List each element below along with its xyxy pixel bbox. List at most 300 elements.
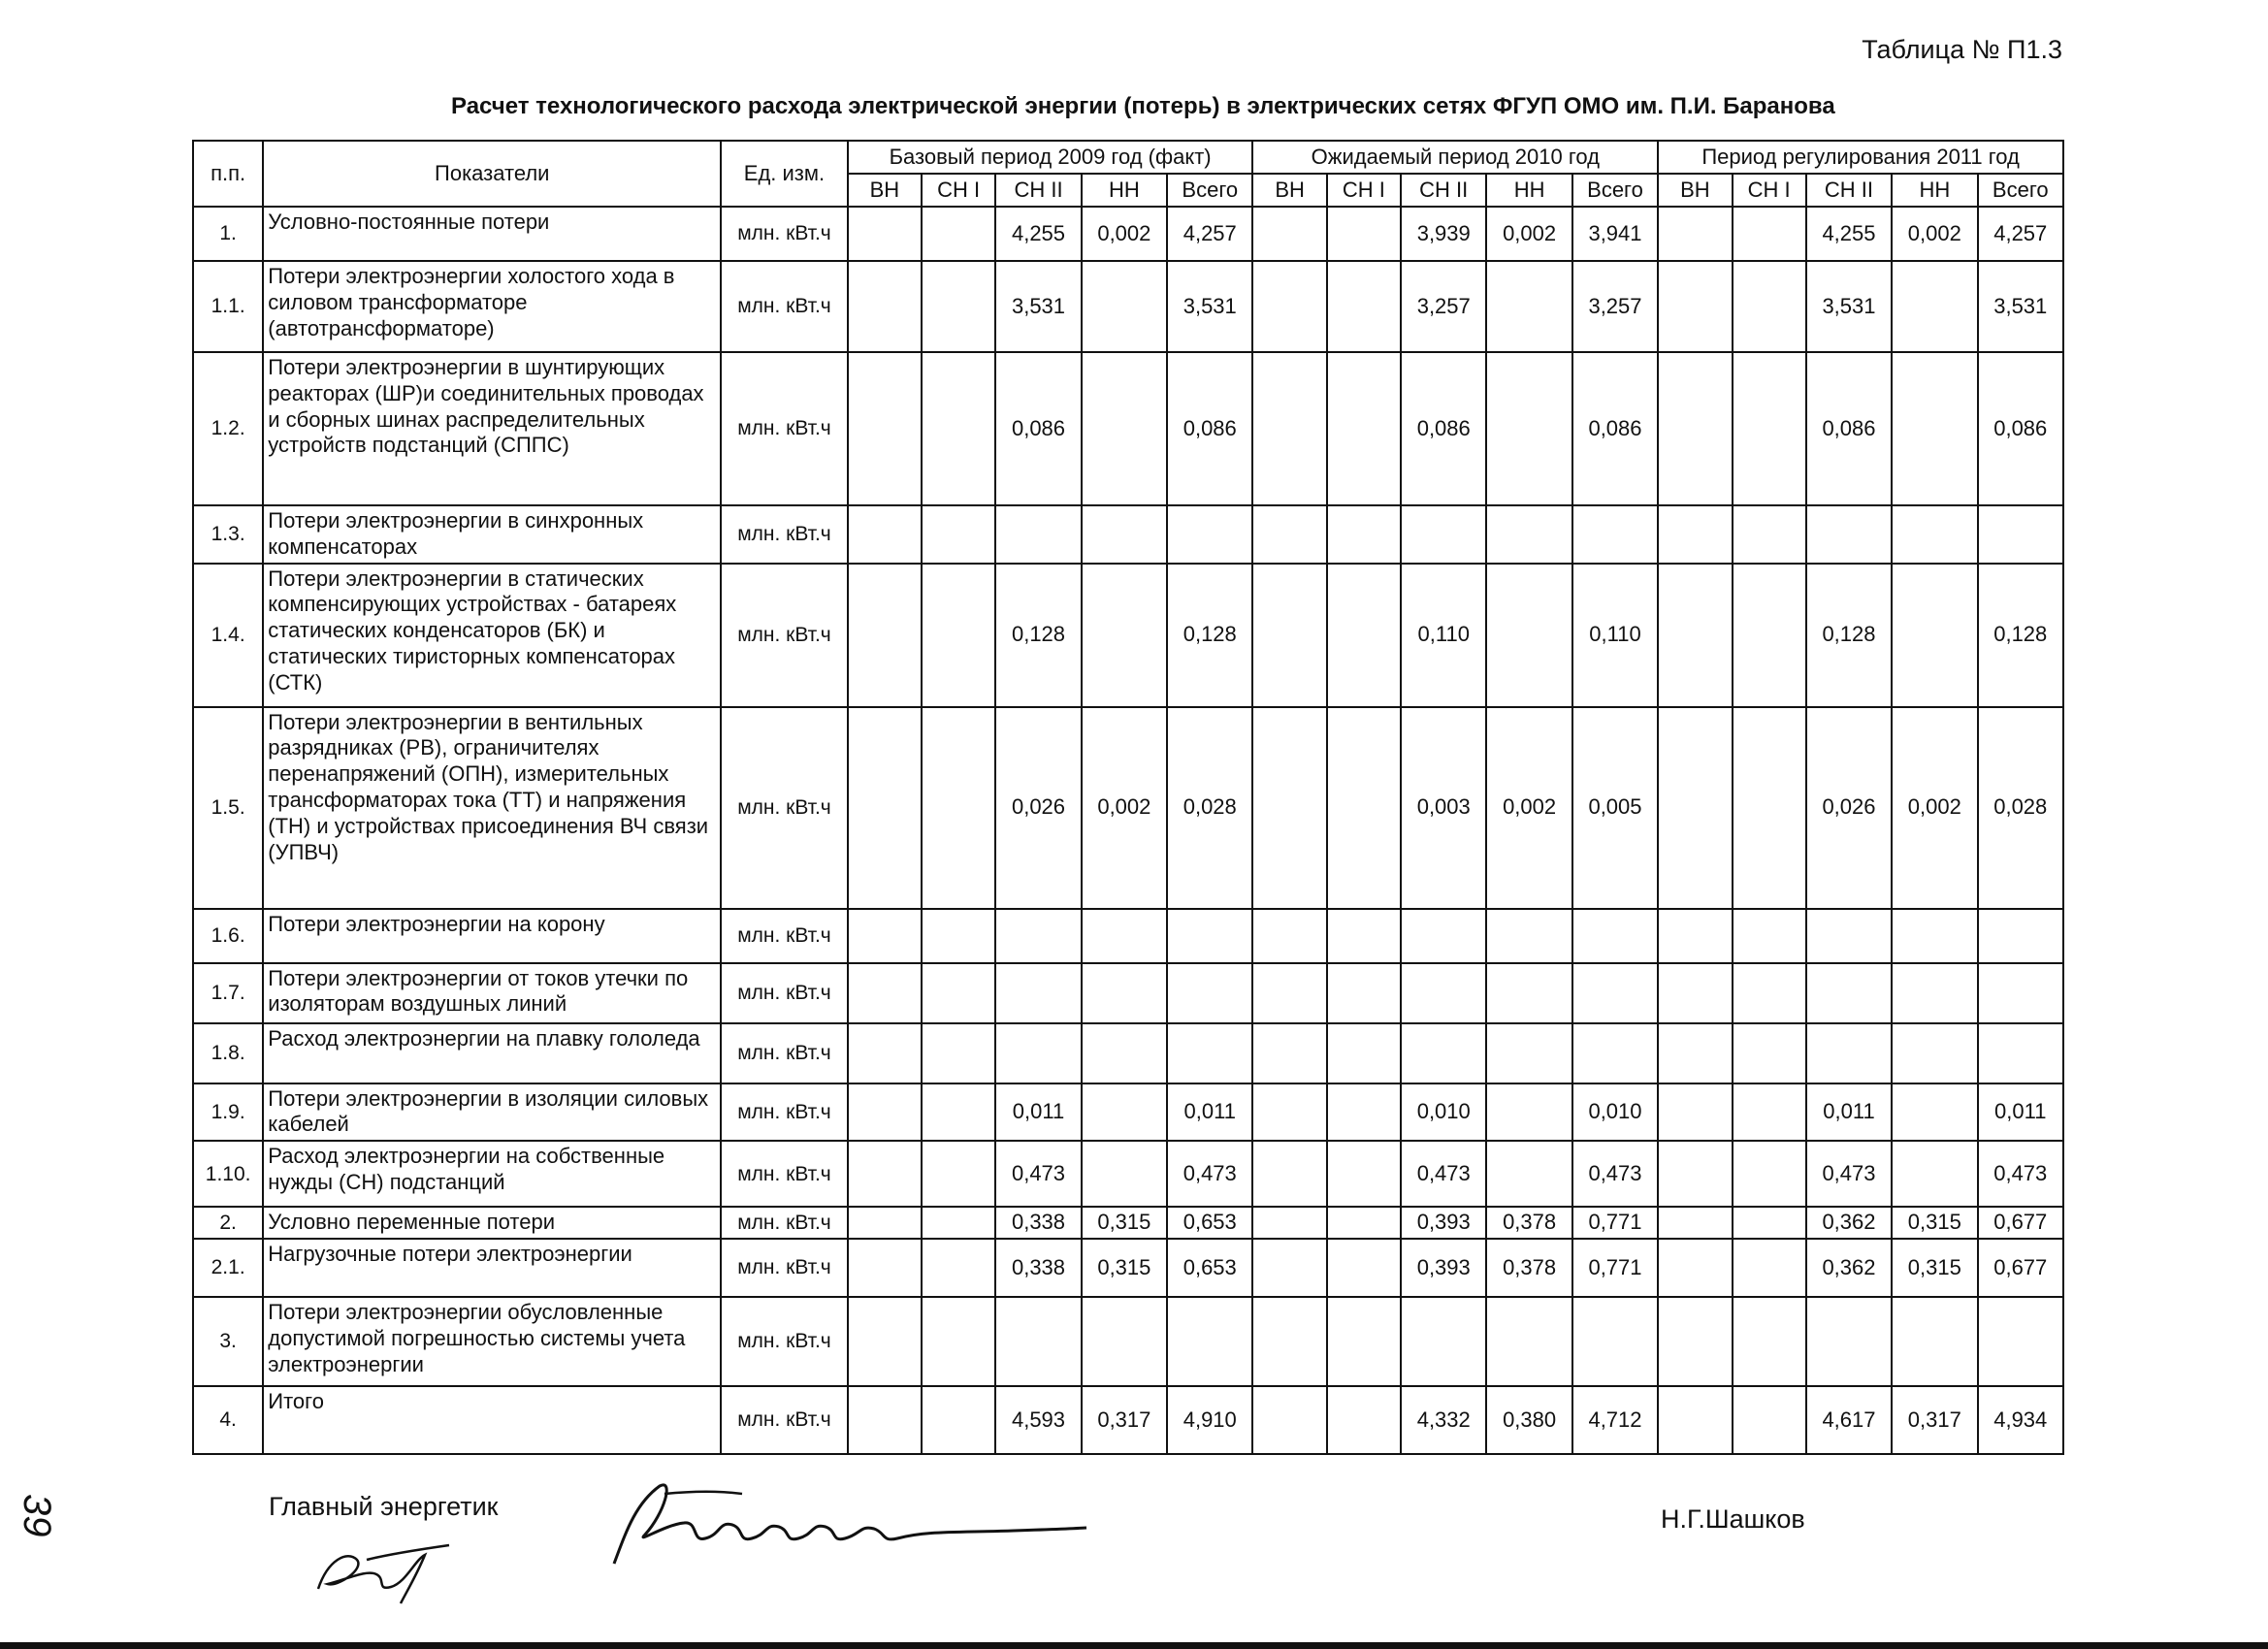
value-cell (922, 1239, 995, 1297)
table-row (193, 1297, 2063, 1386)
value-cell: 0,128 (1978, 564, 2063, 707)
subheader-cell: СН I (1733, 174, 1806, 207)
document-title: Расчет технологического расхода электрической энергии (потерь) в электрических сетях ФГУП ОМО им. П.И. Баранова (451, 93, 1835, 119)
value-cell (1658, 909, 1732, 963)
signature-main (606, 1474, 1091, 1571)
value-cell: 3,531 (1978, 261, 2063, 352)
value-cell (1252, 1083, 1326, 1142)
value-cell (1572, 963, 1658, 1023)
value-cell (848, 707, 922, 909)
value-cell (1733, 707, 1806, 909)
value-cell (848, 1023, 922, 1083)
row-unit: млн. кВт.ч (721, 1023, 848, 1083)
value-cell: 0,002 (1486, 707, 1571, 909)
value-cell: 3,257 (1572, 261, 1658, 352)
value-cell (1658, 352, 1732, 505)
row-indicator: Потери электроэнергии на корону (263, 909, 721, 963)
page-number: 39 (16, 1494, 58, 1537)
value-cell (1892, 505, 1977, 564)
value-cell: 0,026 (1806, 707, 1892, 909)
table-row (193, 261, 2063, 352)
value-cell (1733, 564, 1806, 707)
value-cell (1486, 352, 1571, 505)
value-cell (848, 505, 922, 564)
value-cell (922, 1083, 995, 1142)
value-cell (1167, 909, 1252, 963)
row-unit: млн. кВт.ч (721, 1141, 848, 1207)
value-cell (1082, 261, 1167, 352)
value-cell (1733, 909, 1806, 963)
value-cell: 0,128 (1806, 564, 1892, 707)
table-row (193, 1141, 2063, 1207)
value-cell (848, 1297, 922, 1386)
value-cell (1892, 564, 1977, 707)
value-cell (1252, 1239, 1326, 1297)
value-cell: 0,315 (1892, 1207, 1977, 1239)
value-cell: 0,011 (995, 1083, 1081, 1142)
value-cell (1486, 963, 1571, 1023)
row-unit: млн. кВт.ч (721, 261, 848, 352)
value-cell: 4,934 (1978, 1386, 2063, 1454)
table-row (193, 1386, 2063, 1454)
value-cell (1401, 909, 1486, 963)
row-number: 1.7. (193, 963, 263, 1023)
value-cell (1486, 1297, 1571, 1386)
value-cell (1327, 1207, 1401, 1239)
value-cell (995, 1023, 1081, 1083)
row-unit: млн. кВт.ч (721, 505, 848, 564)
value-cell (1327, 963, 1401, 1023)
header-name: Показатели (263, 141, 721, 207)
value-cell (1892, 1023, 1977, 1083)
value-cell (1733, 1023, 1806, 1083)
value-cell: 0,128 (995, 564, 1081, 707)
value-cell (1806, 1297, 1892, 1386)
value-cell (1733, 1239, 1806, 1297)
value-cell (1658, 207, 1732, 261)
value-cell (1327, 261, 1401, 352)
value-cell (1252, 1023, 1326, 1083)
value-cell: 4,257 (1167, 207, 1252, 261)
value-cell (1892, 909, 1977, 963)
value-cell (1658, 1386, 1732, 1454)
signature-small (308, 1531, 464, 1608)
value-cell: 3,531 (1167, 261, 1252, 352)
value-cell (1327, 1386, 1401, 1454)
header-period-2011: Период регулирования 2011 год (1658, 141, 2063, 174)
value-cell: 3,531 (1806, 261, 1892, 352)
value-cell (1401, 505, 1486, 564)
value-cell: 0,473 (1572, 1141, 1658, 1207)
value-cell (922, 1023, 995, 1083)
subheader-cell: НН (1486, 174, 1571, 207)
value-cell: 0,378 (1486, 1239, 1571, 1297)
value-cell (1658, 1023, 1732, 1083)
value-cell (1252, 1207, 1326, 1239)
value-cell (1327, 352, 1401, 505)
value-cell (1486, 505, 1571, 564)
value-cell (1572, 505, 1658, 564)
value-cell (1327, 1297, 1401, 1386)
value-cell (1167, 963, 1252, 1023)
value-cell (1252, 505, 1326, 564)
row-number: 1.2. (193, 352, 263, 505)
value-cell: 0,338 (995, 1207, 1081, 1239)
value-cell (1486, 1023, 1571, 1083)
row-number: 4. (193, 1386, 263, 1454)
row-indicator: Итого (263, 1386, 721, 1454)
signatory-name: Н.Г.Шашков (1661, 1504, 1805, 1534)
row-number: 2. (193, 1207, 263, 1239)
row-unit: млн. кВт.ч (721, 207, 848, 261)
value-cell: 0,005 (1572, 707, 1658, 909)
value-cell (848, 909, 922, 963)
value-cell: 0,086 (1167, 352, 1252, 505)
row-number: 1.6. (193, 909, 263, 963)
value-cell (1978, 1023, 2063, 1083)
value-cell: 0,653 (1167, 1207, 1252, 1239)
value-cell (1733, 1141, 1806, 1207)
row-indicator: Потери электроэнергии от токов утечки по изоляторам воздушных линий (263, 963, 721, 1023)
value-cell (1252, 963, 1326, 1023)
value-cell: 3,939 (1401, 207, 1486, 261)
value-cell: 4,910 (1167, 1386, 1252, 1454)
value-cell (995, 1297, 1081, 1386)
row-indicator: Потери электроэнергии в изоляции силовых кабелей (263, 1083, 721, 1142)
value-cell (1733, 352, 1806, 505)
value-cell: 4,593 (995, 1386, 1081, 1454)
value-cell: 0,771 (1572, 1239, 1658, 1297)
value-cell (1658, 261, 1732, 352)
row-number: 1.4. (193, 564, 263, 707)
table-header (193, 141, 2063, 207)
subheader-cell: Всего (1167, 174, 1252, 207)
row-indicator: Потери электроэнергии в вентильных разрядниках (РВ), ограничителях перенапряжений (ОПН), измерительных трансформаторах тока (ТТ) и напряжения (ТН) и устройствах присоединения ВЧ связи (УПВЧ) (263, 707, 721, 909)
value-cell: 0,002 (1892, 707, 1977, 909)
value-cell (922, 1141, 995, 1207)
value-cell: 0,002 (1082, 207, 1167, 261)
value-cell: 0,315 (1892, 1239, 1977, 1297)
row-indicator: Потери электроэнергии холостого хода в силовом трансформаторе (автотрансформаторе) (263, 261, 721, 352)
value-cell (848, 1239, 922, 1297)
value-cell (922, 505, 995, 564)
value-cell (1892, 261, 1977, 352)
header-period-2009: Базовый период 2009 год (факт) (848, 141, 1253, 174)
value-cell (1252, 707, 1326, 909)
value-cell: 0,002 (1082, 707, 1167, 909)
value-cell: 0,086 (1572, 352, 1658, 505)
value-cell: 0,315 (1082, 1207, 1167, 1239)
signatory-position: Главный энергетик (269, 1492, 499, 1521)
table-row (193, 505, 2063, 564)
value-cell: 0,473 (995, 1141, 1081, 1207)
value-cell (1486, 909, 1571, 963)
value-cell: 4,255 (995, 207, 1081, 261)
losses-table (192, 140, 2064, 1455)
value-cell (1806, 963, 1892, 1023)
table-number: Таблица № П1.3 (1862, 35, 2062, 64)
value-cell (1658, 564, 1732, 707)
row-number: 1.5. (193, 707, 263, 909)
value-cell (1327, 505, 1401, 564)
value-cell (1327, 1239, 1401, 1297)
row-indicator: Условно-постоянные потери (263, 207, 721, 261)
value-cell (922, 909, 995, 963)
value-cell: 0,028 (1978, 707, 2063, 909)
value-cell (848, 261, 922, 352)
value-cell: 0,002 (1486, 207, 1571, 261)
table-row (193, 1083, 2063, 1142)
value-cell (1167, 505, 1252, 564)
header-unit: Ед. изм. (721, 141, 848, 207)
subheader-cell: ВН (848, 174, 922, 207)
value-cell (1401, 1023, 1486, 1083)
value-cell (1733, 505, 1806, 564)
value-cell (1252, 352, 1326, 505)
row-indicator: Расход электроэнергии на собственные нужды (СН) подстанций (263, 1141, 721, 1207)
row-unit: млн. кВт.ч (721, 564, 848, 707)
value-cell (1733, 1083, 1806, 1142)
value-cell: 0,002 (1892, 207, 1977, 261)
value-cell: 0,677 (1978, 1207, 2063, 1239)
value-cell: 0,653 (1167, 1239, 1252, 1297)
value-cell: 0,010 (1401, 1083, 1486, 1142)
value-cell (922, 707, 995, 909)
value-cell: 0,317 (1892, 1386, 1977, 1454)
value-cell: 0,086 (1978, 352, 2063, 505)
value-cell (1327, 1023, 1401, 1083)
value-cell (1252, 564, 1326, 707)
subheader-cell: Всего (1572, 174, 1658, 207)
value-cell (1252, 1297, 1326, 1386)
value-cell: 0,362 (1806, 1207, 1892, 1239)
header-no: п.п. (193, 141, 263, 207)
value-cell (1978, 909, 2063, 963)
value-cell (1658, 1239, 1732, 1297)
value-cell: 0,338 (995, 1239, 1081, 1297)
value-cell (1733, 261, 1806, 352)
subheader-cell: ВН (1658, 174, 1732, 207)
row-number: 3. (193, 1297, 263, 1386)
value-cell (1572, 909, 1658, 963)
value-cell: 0,011 (1978, 1083, 2063, 1142)
value-cell (922, 1207, 995, 1239)
row-number: 1.10. (193, 1141, 263, 1207)
value-cell (848, 352, 922, 505)
value-cell: 4,332 (1401, 1386, 1486, 1454)
row-unit: млн. кВт.ч (721, 963, 848, 1023)
value-cell (1806, 1023, 1892, 1083)
table-row (193, 909, 2063, 963)
value-cell: 0,771 (1572, 1207, 1658, 1239)
value-cell (1658, 1141, 1732, 1207)
value-cell: 0,315 (1082, 1239, 1167, 1297)
row-unit: млн. кВт.ч (721, 909, 848, 963)
value-cell (1658, 505, 1732, 564)
value-cell: 4,712 (1572, 1386, 1658, 1454)
value-cell (1327, 1141, 1401, 1207)
table-row (193, 1239, 2063, 1297)
value-cell (1167, 1297, 1252, 1386)
page-frame-bottom (0, 1642, 2268, 1649)
value-cell: 0,086 (1806, 352, 1892, 505)
header-period-2010: Ожидаемый период 2010 год (1252, 141, 1658, 174)
value-cell (1978, 505, 2063, 564)
subheader-cell: СН I (922, 174, 995, 207)
value-cell (1892, 352, 1977, 505)
row-number: 1.9. (193, 1083, 263, 1142)
value-cell: 0,393 (1401, 1207, 1486, 1239)
value-cell: 4,257 (1978, 207, 2063, 261)
value-cell (1252, 1386, 1326, 1454)
value-cell (1658, 707, 1732, 909)
value-cell (1327, 707, 1401, 909)
value-cell (1806, 909, 1892, 963)
value-cell (1082, 909, 1167, 963)
value-cell (1252, 1141, 1326, 1207)
table-row (193, 707, 2063, 909)
row-unit: млн. кВт.ч (721, 1239, 848, 1297)
table-row (193, 1207, 2063, 1239)
value-cell: 0,110 (1572, 564, 1658, 707)
table-row (193, 207, 2063, 261)
value-cell (1733, 1297, 1806, 1386)
row-number: 1.3. (193, 505, 263, 564)
value-cell (1252, 207, 1326, 261)
value-cell: 0,128 (1167, 564, 1252, 707)
value-cell (1082, 352, 1167, 505)
value-cell (1486, 1083, 1571, 1142)
row-number: 1.8. (193, 1023, 263, 1083)
row-number: 2.1. (193, 1239, 263, 1297)
value-cell (1082, 505, 1167, 564)
table-body (193, 207, 2063, 1454)
row-unit: млн. кВт.ч (721, 1386, 848, 1454)
value-cell (1082, 1083, 1167, 1142)
value-cell (1892, 1083, 1977, 1142)
value-cell: 0,473 (1401, 1141, 1486, 1207)
row-number: 1.1. (193, 261, 263, 352)
value-cell: 0,473 (1978, 1141, 2063, 1207)
value-cell (995, 963, 1081, 1023)
value-cell (922, 1386, 995, 1454)
table-row (193, 564, 2063, 707)
row-indicator: Потери электроэнергии обусловленные допустимой погрешностью системы учета электроэнергии (263, 1297, 721, 1386)
table-row (193, 352, 2063, 505)
subheader-cell: НН (1082, 174, 1167, 207)
value-cell: 3,941 (1572, 207, 1658, 261)
value-cell (1978, 963, 2063, 1023)
value-cell (1658, 963, 1732, 1023)
value-cell (1082, 564, 1167, 707)
value-cell (1082, 1023, 1167, 1083)
value-cell (1733, 1207, 1806, 1239)
value-cell: 3,531 (995, 261, 1081, 352)
row-indicator: Нагрузочные потери электроэнергии (263, 1239, 721, 1297)
value-cell (1327, 1083, 1401, 1142)
value-cell: 0,011 (1167, 1083, 1252, 1142)
value-cell (1806, 505, 1892, 564)
value-cell: 0,003 (1401, 707, 1486, 909)
value-cell (1733, 963, 1806, 1023)
value-cell (1252, 261, 1326, 352)
value-cell (848, 207, 922, 261)
subheader-cell: Всего (1978, 174, 2063, 207)
subheader-cell: НН (1892, 174, 1977, 207)
value-cell (1733, 1386, 1806, 1454)
value-cell (1892, 1297, 1977, 1386)
value-cell: 0,378 (1486, 1207, 1571, 1239)
value-cell: 0,010 (1572, 1083, 1658, 1142)
value-cell: 0,028 (1167, 707, 1252, 909)
subheader-cell: СН II (1806, 174, 1892, 207)
subheader-cell: СН II (995, 174, 1081, 207)
row-indicator: Потери электроэнергии в статических компенсирующих устройствах - батареях статических конденсаторов (БК) и статических тиристорных компенсаторах (СТК) (263, 564, 721, 707)
row-indicator: Расход электроэнергии на плавку гололеда (263, 1023, 721, 1083)
value-cell (1327, 564, 1401, 707)
row-unit: млн. кВт.ч (721, 1297, 848, 1386)
value-cell: 0,110 (1401, 564, 1486, 707)
row-unit: млн. кВт.ч (721, 707, 848, 909)
value-cell: 4,617 (1806, 1386, 1892, 1454)
subheader-cell: СН I (1327, 174, 1401, 207)
value-cell (1082, 1141, 1167, 1207)
value-cell (1252, 909, 1326, 963)
row-unit: млн. кВт.ч (721, 1083, 848, 1142)
value-cell (995, 505, 1081, 564)
value-cell (1082, 963, 1167, 1023)
row-indicator: Потери электроэнергии в синхронных компенсаторах (263, 505, 721, 564)
value-cell (1401, 1297, 1486, 1386)
value-cell: 0,393 (1401, 1239, 1486, 1297)
value-cell (1978, 1297, 2063, 1386)
value-cell: 0,086 (1401, 352, 1486, 505)
value-cell (922, 564, 995, 707)
value-cell (1327, 207, 1401, 261)
row-unit: млн. кВт.ч (721, 1207, 848, 1239)
value-cell (1401, 963, 1486, 1023)
value-cell: 0,011 (1806, 1083, 1892, 1142)
value-cell (922, 1297, 995, 1386)
value-cell (1658, 1083, 1732, 1142)
value-cell: 0,473 (1806, 1141, 1892, 1207)
value-cell (922, 207, 995, 261)
value-cell: 0,362 (1806, 1239, 1892, 1297)
value-cell (848, 564, 922, 707)
value-cell (848, 1207, 922, 1239)
value-cell (995, 909, 1081, 963)
value-cell: 0,473 (1167, 1141, 1252, 1207)
value-cell (1892, 963, 1977, 1023)
row-indicator: Потери электроэнергии в шунтирующих реакторах (ШР)и соединительных проводах и сборных шинах распределительных устройств подстанций (СППС) (263, 352, 721, 505)
value-cell (922, 963, 995, 1023)
value-cell (848, 1386, 922, 1454)
value-cell (1486, 564, 1571, 707)
subheader-cell: ВН (1252, 174, 1326, 207)
value-cell (1733, 207, 1806, 261)
value-cell (848, 1083, 922, 1142)
value-cell (1658, 1297, 1732, 1386)
value-cell (1658, 1207, 1732, 1239)
table-row (193, 963, 2063, 1023)
value-cell (1572, 1023, 1658, 1083)
value-cell: 0,086 (995, 352, 1081, 505)
value-cell: 0,677 (1978, 1239, 2063, 1297)
value-cell (1572, 1297, 1658, 1386)
value-cell: 0,317 (1082, 1386, 1167, 1454)
value-cell (1327, 909, 1401, 963)
value-cell: 0,026 (995, 707, 1081, 909)
